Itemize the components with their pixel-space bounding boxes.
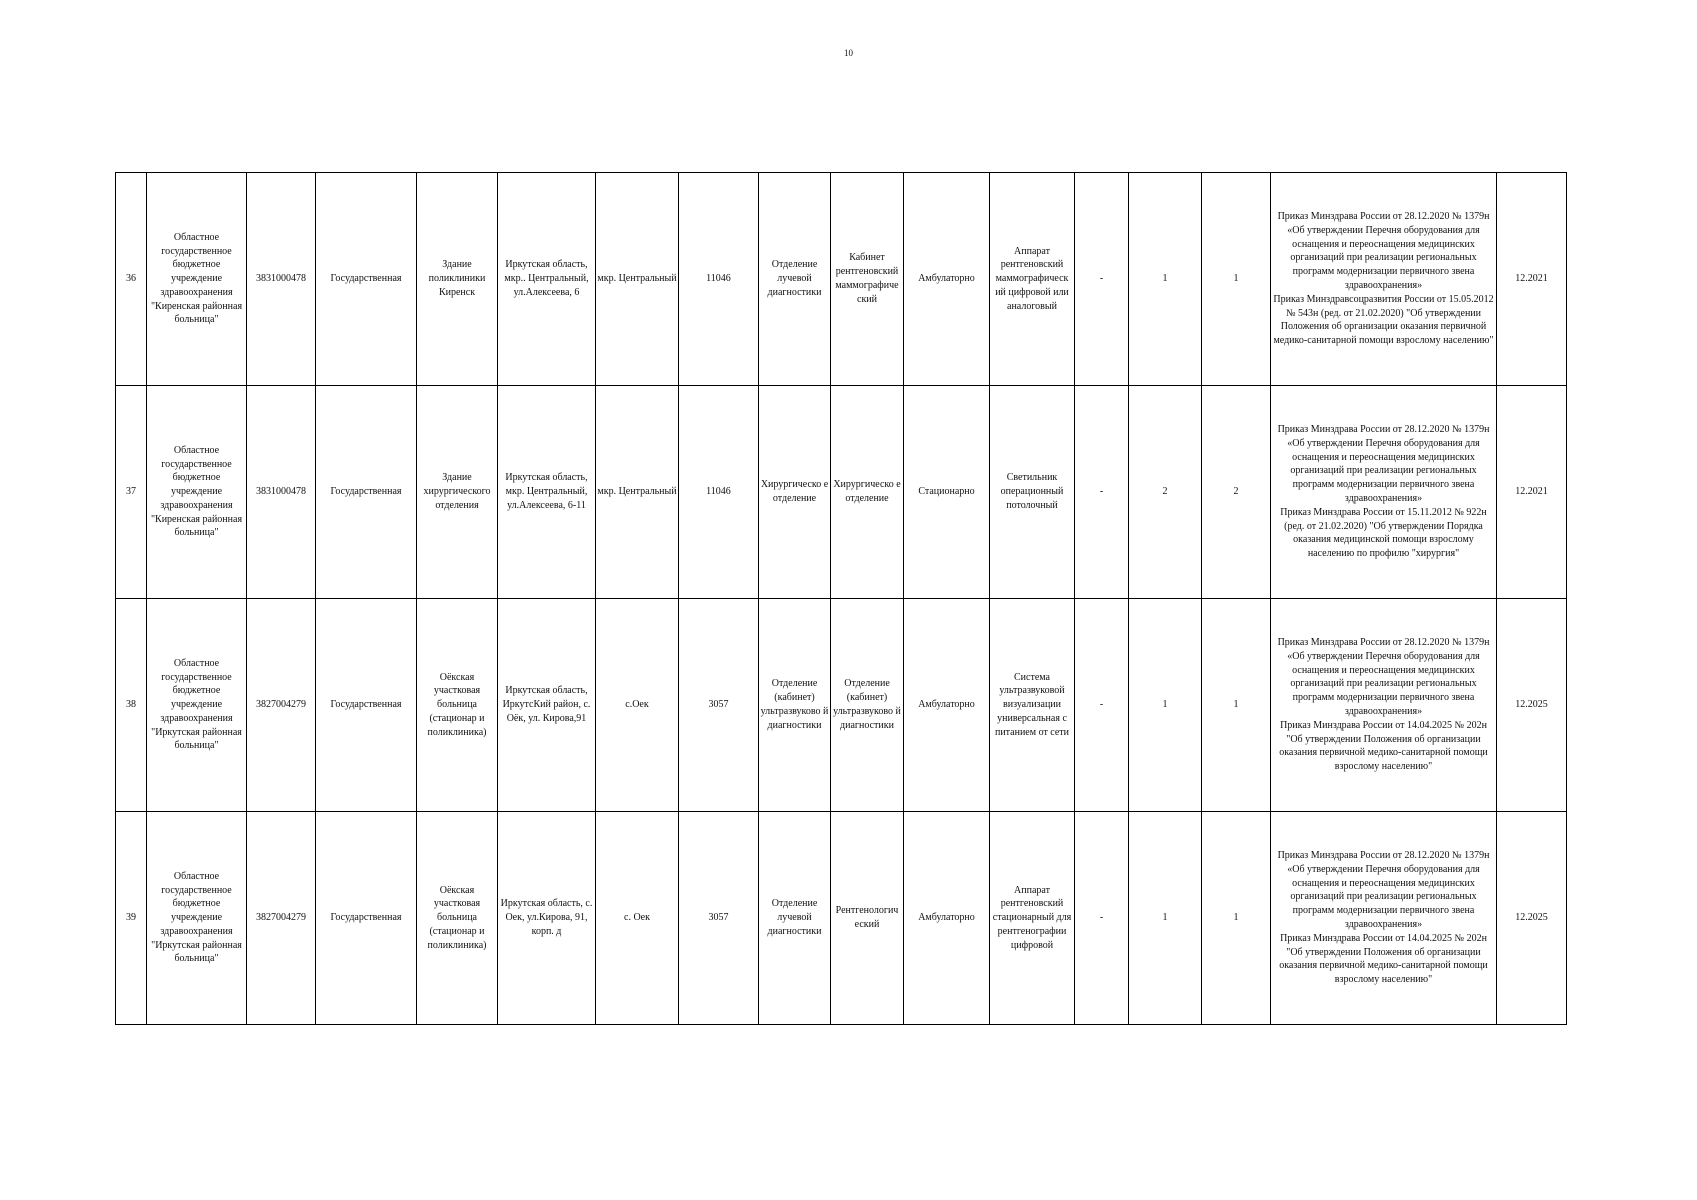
cell-required: 2 bbox=[1129, 386, 1202, 599]
cell-available: - bbox=[1075, 812, 1129, 1025]
cell-institution: Областное государственное бюджетное учреждение здравоохранения "Киренская районная больница" bbox=[147, 173, 247, 386]
cell-available: - bbox=[1075, 386, 1129, 599]
table-row bbox=[116, 386, 1567, 599]
cell-room: Отделение (кабинет) ультразвуково й диагностики bbox=[831, 599, 904, 812]
cell-room: Хирургическо е отделение bbox=[831, 386, 904, 599]
cell-date: 12.2021 bbox=[1497, 386, 1567, 599]
cell-address: Иркутская область, с. Оек, ул.Кирова, 91, корп. д bbox=[498, 812, 596, 1025]
cell-ownership: Государственная bbox=[316, 599, 417, 812]
cell-care-form: Стационарно bbox=[904, 386, 990, 599]
cell-inn: 3827004279 bbox=[247, 599, 316, 812]
cell-date: 12.2025 bbox=[1497, 812, 1567, 1025]
cell-building: Оёкская участковая больница (стационар и поликлиника) bbox=[417, 599, 498, 812]
table-row bbox=[116, 173, 1567, 386]
cell-ownership: Государственная bbox=[316, 386, 417, 599]
cell-available: - bbox=[1075, 173, 1129, 386]
cell-room: Кабинет рентгеновский маммографиче ский bbox=[831, 173, 904, 386]
cell-needed: 1 bbox=[1202, 599, 1271, 812]
cell-basis: Приказ Минздрава России от 28.12.2020 № 1379н «Об утверждении Перечня оборудования для оснащения и переоснащения медицинских организаций при реализации региональных программ модернизации первичного звена здравоохранения» Приказ Минздрава России от 15.11.2012 № 922н (ред. от 21.02.2020) "Об утверждении Порядка оказания медицинской помощи взрослому населению по профилю "хирургия" bbox=[1271, 386, 1497, 599]
cell-inn: 3831000478 bbox=[247, 173, 316, 386]
cell-inn: 3831000478 bbox=[247, 386, 316, 599]
cell-institution: Областное государственное бюджетное учреждение здравоохранения "Иркутская районная больница" bbox=[147, 599, 247, 812]
cell-inn: 3827004279 bbox=[247, 812, 316, 1025]
equipment-table bbox=[115, 172, 1567, 1025]
cell-needed: 1 bbox=[1202, 812, 1271, 1025]
table-row bbox=[116, 599, 1567, 812]
cell-equipment: Аппарат рентгеновский маммографическ ий цифровой или аналоговый bbox=[990, 173, 1075, 386]
cell-locality: мкр. Центральный bbox=[596, 173, 679, 386]
cell-address: Иркутская область, мкр. Центральный, ул.Алексеева, 6-11 bbox=[498, 386, 596, 599]
cell-code: 11046 bbox=[679, 173, 759, 386]
cell-institution: Областное государственное бюджетное учреждение здравоохранения "Киренская районная больница" bbox=[147, 386, 247, 599]
cell-department: Отделение (кабинет) ультразвуково й диагностики bbox=[759, 599, 831, 812]
cell-required: 1 bbox=[1129, 599, 1202, 812]
cell-room: Рентгенологич еский bbox=[831, 812, 904, 1025]
cell-code: 3057 bbox=[679, 812, 759, 1025]
cell-institution: Областное государственное бюджетное учреждение здравоохранения "Иркутская районная больница" bbox=[147, 812, 247, 1025]
cell-code: 11046 bbox=[679, 386, 759, 599]
cell-basis: Приказ Минздрава России от 28.12.2020 № 1379н «Об утверждении Перечня оборудования для оснащения и переоснащения медицинских организаций при реализации региональных программ модернизации первичного звена здравоохранения» Приказ Минздравсоцразвития России от 15.05.2012 № 543н (ред. от 21.02.2020) "Об утверждении Положения об организации оказания первичной медико-санитарной помощи взрослому населению" bbox=[1271, 173, 1497, 386]
cell-equipment: Система ультразвуковой визуализации универсальная с питанием от сети bbox=[990, 599, 1075, 812]
cell-needed: 1 bbox=[1202, 173, 1271, 386]
cell-needed: 2 bbox=[1202, 386, 1271, 599]
cell-row-number: 37 bbox=[116, 386, 147, 599]
cell-date: 12.2021 bbox=[1497, 173, 1567, 386]
cell-locality: мкр. Центральный bbox=[596, 386, 679, 599]
cell-ownership: Государственная bbox=[316, 812, 417, 1025]
cell-care-form: Амбулаторно bbox=[904, 599, 990, 812]
cell-department: Хирургическо е отделение bbox=[759, 386, 831, 599]
cell-row-number: 39 bbox=[116, 812, 147, 1025]
cell-building: Здание поликлиники Киренск bbox=[417, 173, 498, 386]
cell-equipment: Аппарат рентгеновский стационарный для рентгенографии цифровой bbox=[990, 812, 1075, 1025]
cell-required: 1 bbox=[1129, 173, 1202, 386]
cell-code: 3057 bbox=[679, 599, 759, 812]
cell-date: 12.2025 bbox=[1497, 599, 1567, 812]
cell-locality: с. Оек bbox=[596, 812, 679, 1025]
table-row bbox=[116, 812, 1567, 1025]
cell-basis: Приказ Минздрава России от 28.12.2020 № 1379н «Об утверждении Перечня оборудования для оснащения и переоснащения медицинских организаций при реализации региональных программ модернизации первичного звена здравоохранения» Приказ Минздрава России от 14.04.2025 № 202н "Об утверждении Положения об организации оказания первичной медико-санитарной помощи взрослому населению" bbox=[1271, 812, 1497, 1025]
cell-department: Отделение лучевой диагностики bbox=[759, 173, 831, 386]
cell-care-form: Амбулаторно bbox=[904, 812, 990, 1025]
cell-address: Иркутская область, мкр.. Центральный, ул.Алексеева, 6 bbox=[498, 173, 596, 386]
cell-equipment: Светильник операционный потолочный bbox=[990, 386, 1075, 599]
cell-available: - bbox=[1075, 599, 1129, 812]
cell-ownership: Государственная bbox=[316, 173, 417, 386]
cell-row-number: 38 bbox=[116, 599, 147, 812]
cell-building: Здание хирургического отделения bbox=[417, 386, 498, 599]
page-number: 10 bbox=[844, 48, 853, 58]
cell-address: Иркутская область, ИркутсКий район, с. Оёк, ул. Кирова,91 bbox=[498, 599, 596, 812]
table-body bbox=[116, 173, 1567, 1025]
cell-locality: с.Оек bbox=[596, 599, 679, 812]
cell-basis: Приказ Минздрава России от 28.12.2020 № 1379н «Об утверждении Перечня оборудования для оснащения и переоснащения медицинских организаций при реализации региональных программ модернизации первичного звена здравоохранения» Приказ Минздрава России от 14.04.2025 № 202н "Об утверждении Положения об организации оказания первичной медико-санитарной помощи взрослому населению" bbox=[1271, 599, 1497, 812]
cell-row-number: 36 bbox=[116, 173, 147, 386]
cell-care-form: Амбулаторно bbox=[904, 173, 990, 386]
cell-department: Отделение лучевой диагностики bbox=[759, 812, 831, 1025]
cell-required: 1 bbox=[1129, 812, 1202, 1025]
cell-building: Оёкская участковая больница (стационар и поликлиника) bbox=[417, 812, 498, 1025]
